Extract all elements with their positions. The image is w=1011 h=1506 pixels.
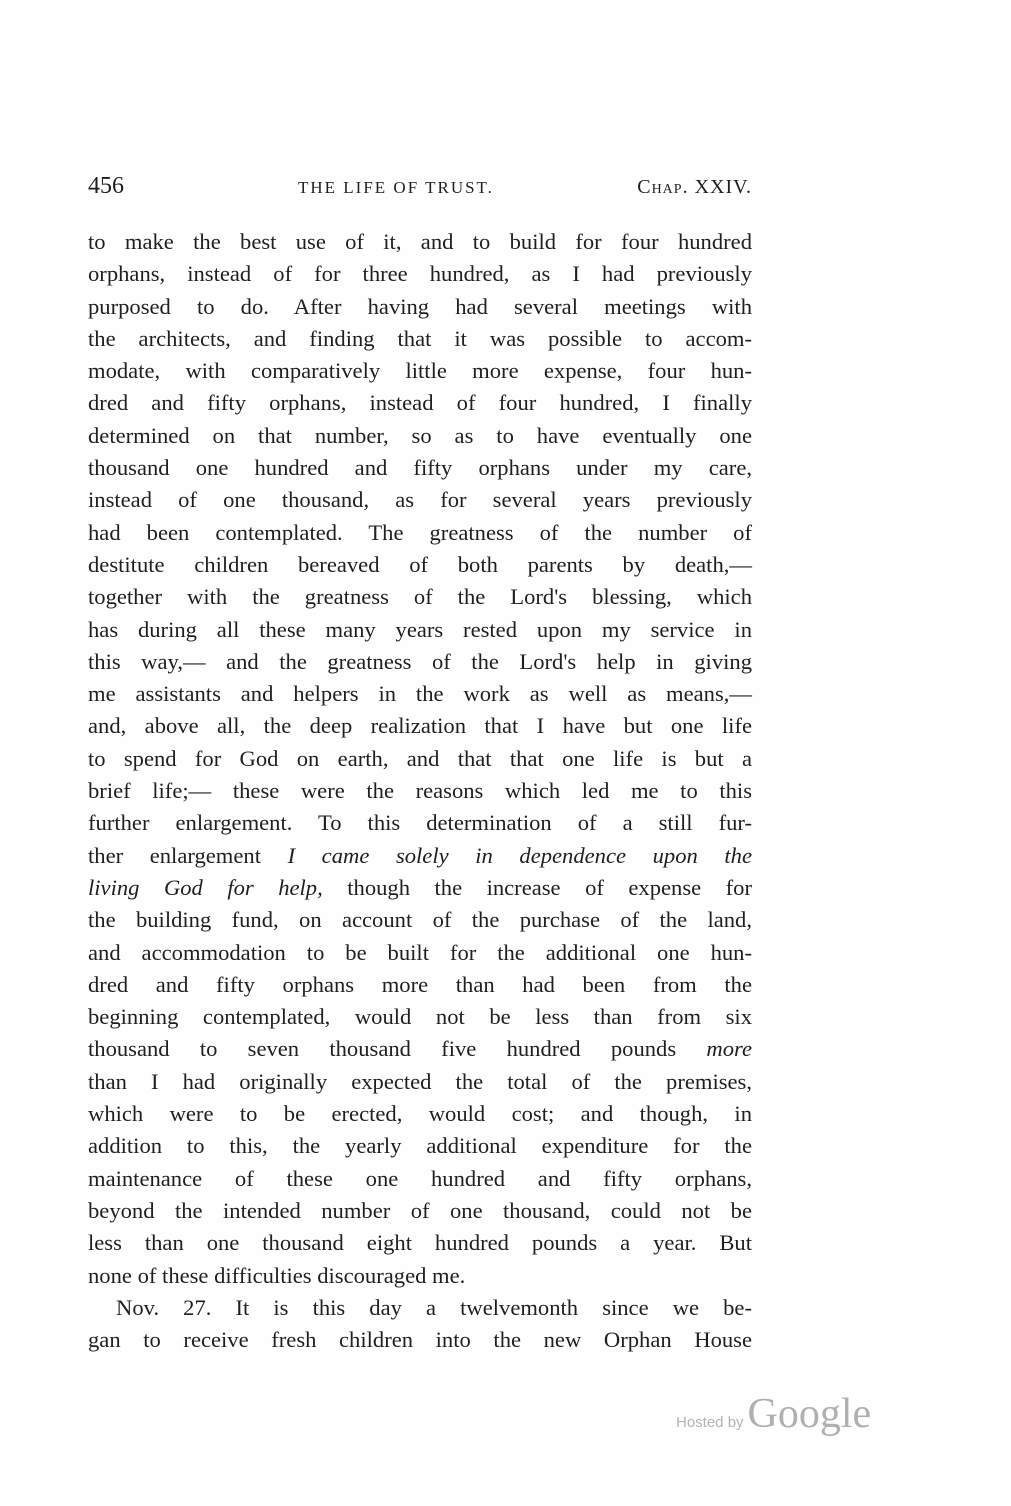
text-line: has during all these many years rested upon my service in bbox=[88, 616, 752, 642]
text-line: further enlargement. To this determination of a still fur- bbox=[88, 810, 752, 836]
running-title: THE LIFE OF TRUST. bbox=[298, 178, 494, 197]
text-line: had been contemplated. The greatness of the number of bbox=[88, 519, 752, 545]
text-line: gan to receive fresh children into the new Orphan House bbox=[88, 1327, 752, 1353]
text-line: and, above all, the deep realization that I have but one life bbox=[88, 713, 752, 739]
text-line: less than one thousand eight hundred pounds a year. But bbox=[88, 1230, 752, 1256]
text-line: maintenance of these one hundred and fifty orphans, bbox=[88, 1165, 752, 1191]
text-line: the architects, and finding that it was possible to accom- bbox=[88, 325, 752, 351]
text-line: which were to be erected, would cost; and though, in bbox=[88, 1101, 752, 1127]
italic-text: living God for help, bbox=[88, 874, 323, 900]
paragraph-last-line: none of these difficulties discouraged me. bbox=[88, 1262, 466, 1288]
text-line: together with the greatness of the Lord's blessing, which bbox=[88, 584, 752, 610]
paragraph-first-line: Nov. 27. It is this day a twelvemonth since we be- bbox=[116, 1294, 752, 1320]
text-line: destitute children bereaved of both parents by death,— bbox=[88, 551, 752, 577]
chapter-label: Chap. XXIV. bbox=[637, 176, 752, 198]
text-run: thousand to seven thousand five hundred pounds bbox=[88, 1036, 707, 1062]
italic-text: more bbox=[706, 1036, 752, 1062]
text-line: instead of one thousand, as for several years previously bbox=[88, 487, 752, 513]
text-line: to spend for God on earth, and that that one life is but a bbox=[88, 745, 752, 771]
text-line: to make the best use of it, and to build for four hundred bbox=[88, 229, 752, 254]
text-line bbox=[88, 1033, 752, 1065]
text-line bbox=[88, 840, 752, 872]
text-line: brief life;— these were the reasons which led me to this bbox=[88, 778, 752, 804]
text-run: though the increase of expense for bbox=[322, 874, 752, 900]
text-line: addition to this, the yearly additional expenditure for the bbox=[88, 1133, 752, 1159]
text-line: than I had originally expected the total of the premises, bbox=[88, 1068, 752, 1094]
text-line: and accommodation to be built for the additional one hun- bbox=[88, 939, 752, 965]
text-line: dred and fifty orphans, instead of four hundred, I finally bbox=[88, 390, 752, 416]
running-head bbox=[88, 173, 752, 199]
hosted-by-label: Hosted by bbox=[676, 1414, 744, 1431]
text-run: ther enlargement bbox=[88, 842, 288, 868]
page-number: 456 bbox=[88, 173, 124, 199]
text-line: the building fund, on account of the purchase of the land, bbox=[88, 907, 752, 933]
text-line bbox=[88, 872, 752, 904]
text-line: beyond the intended number of one thousand, could not be bbox=[88, 1197, 752, 1223]
text-line: modate, with comparatively little more expense, four hun- bbox=[88, 358, 752, 384]
hosted-by-google-watermark bbox=[676, 1390, 871, 1438]
text-line: determined on that number, so as to have eventually one bbox=[88, 422, 752, 448]
text-line: dred and fifty orphans more than had been from the bbox=[88, 971, 752, 997]
text-line: this way,— and the greatness of the Lord's help in giving bbox=[88, 648, 752, 674]
text-line: thousand one hundred and fifty orphans under my care, bbox=[88, 455, 752, 481]
text-line: orphans, instead of for three hundred, as I had previously bbox=[88, 261, 752, 287]
text-line: beginning contemplated, would not be less than from six bbox=[88, 1004, 752, 1030]
google-logo: Google bbox=[747, 1391, 872, 1437]
italic-text: I came solely in dependence upon the bbox=[287, 842, 752, 868]
body-text bbox=[88, 226, 752, 1356]
text-line: me assistants and helpers in the work as well as means,— bbox=[88, 681, 752, 707]
text-line: purposed to do. After having had several meetings with bbox=[88, 293, 752, 319]
